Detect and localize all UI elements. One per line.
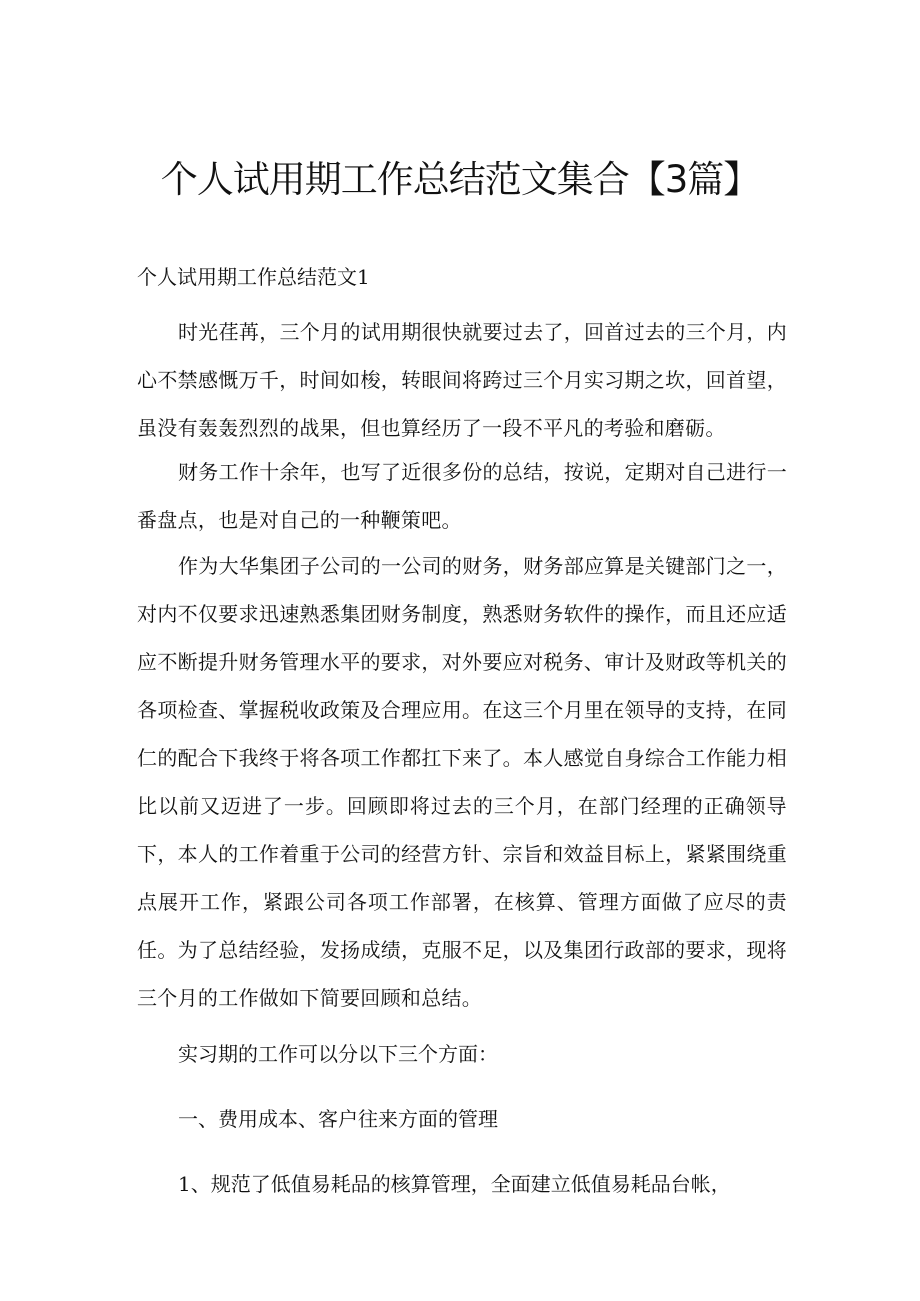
- paragraph-3: 作为大华集团子公司的一公司的财务，财务部应算是关键部门之一，对内不仅要求迅速熟悉集团财务制度，熟悉财务软件的操作，而且还应适应不断提升财务管理水平的要求，对外要应对税务、审计及财政等机关的各项检查、掌握税收政策及合理应用。在这三个月里在领导的支持，在同仁的配合下我终于将各项工作都扛下来了。本人感觉自身综合工作能力相比以前又迈进了一步。回顾即将过去的三个月，在部门经理的正确领导下，本人的工作着重于公司的经营方针、宗旨和效益目标上，紧紧围绕重点展开工作，紧跟公司各项工作部署，在核算、管理方面做了应尽的责任。为了总结经验，发扬成绩，克服不足，以及集团行政部的要求，现将三个月的工作做如下简要回顾和总结。: [137, 554, 787, 1010]
- paragraph-2: 财务工作十余年，也写了近很多份的总结，按说，定期对自己进行一番盘点，也是对自己的一种鞭策吧。: [137, 460, 787, 532]
- paragraph-1: 时光荏苒，三个月的试用期很快就要过去了，回首过去的三个月，内心不禁感慨万千，时间如梭，转眼间将跨过三个月实习期之坎，回首望，虽没有轰轰烈烈的战果，但也算经历了一段不平凡的考验和磨砺。: [137, 320, 787, 440]
- section-heading: 一、费用成本、客户往来方面的管理: [178, 1107, 498, 1131]
- document-title: 个人试用期工作总结范文集合【3篇】: [160, 158, 760, 201]
- list-item-1: 1、规范了低值易耗品的核算管理，全面建立低值易耗品台帐，: [178, 1172, 731, 1196]
- section-subtitle: 个人试用期工作总结范文1: [137, 265, 370, 289]
- intro-line: 实习期的工作可以分以下三个方面：: [178, 1042, 498, 1066]
